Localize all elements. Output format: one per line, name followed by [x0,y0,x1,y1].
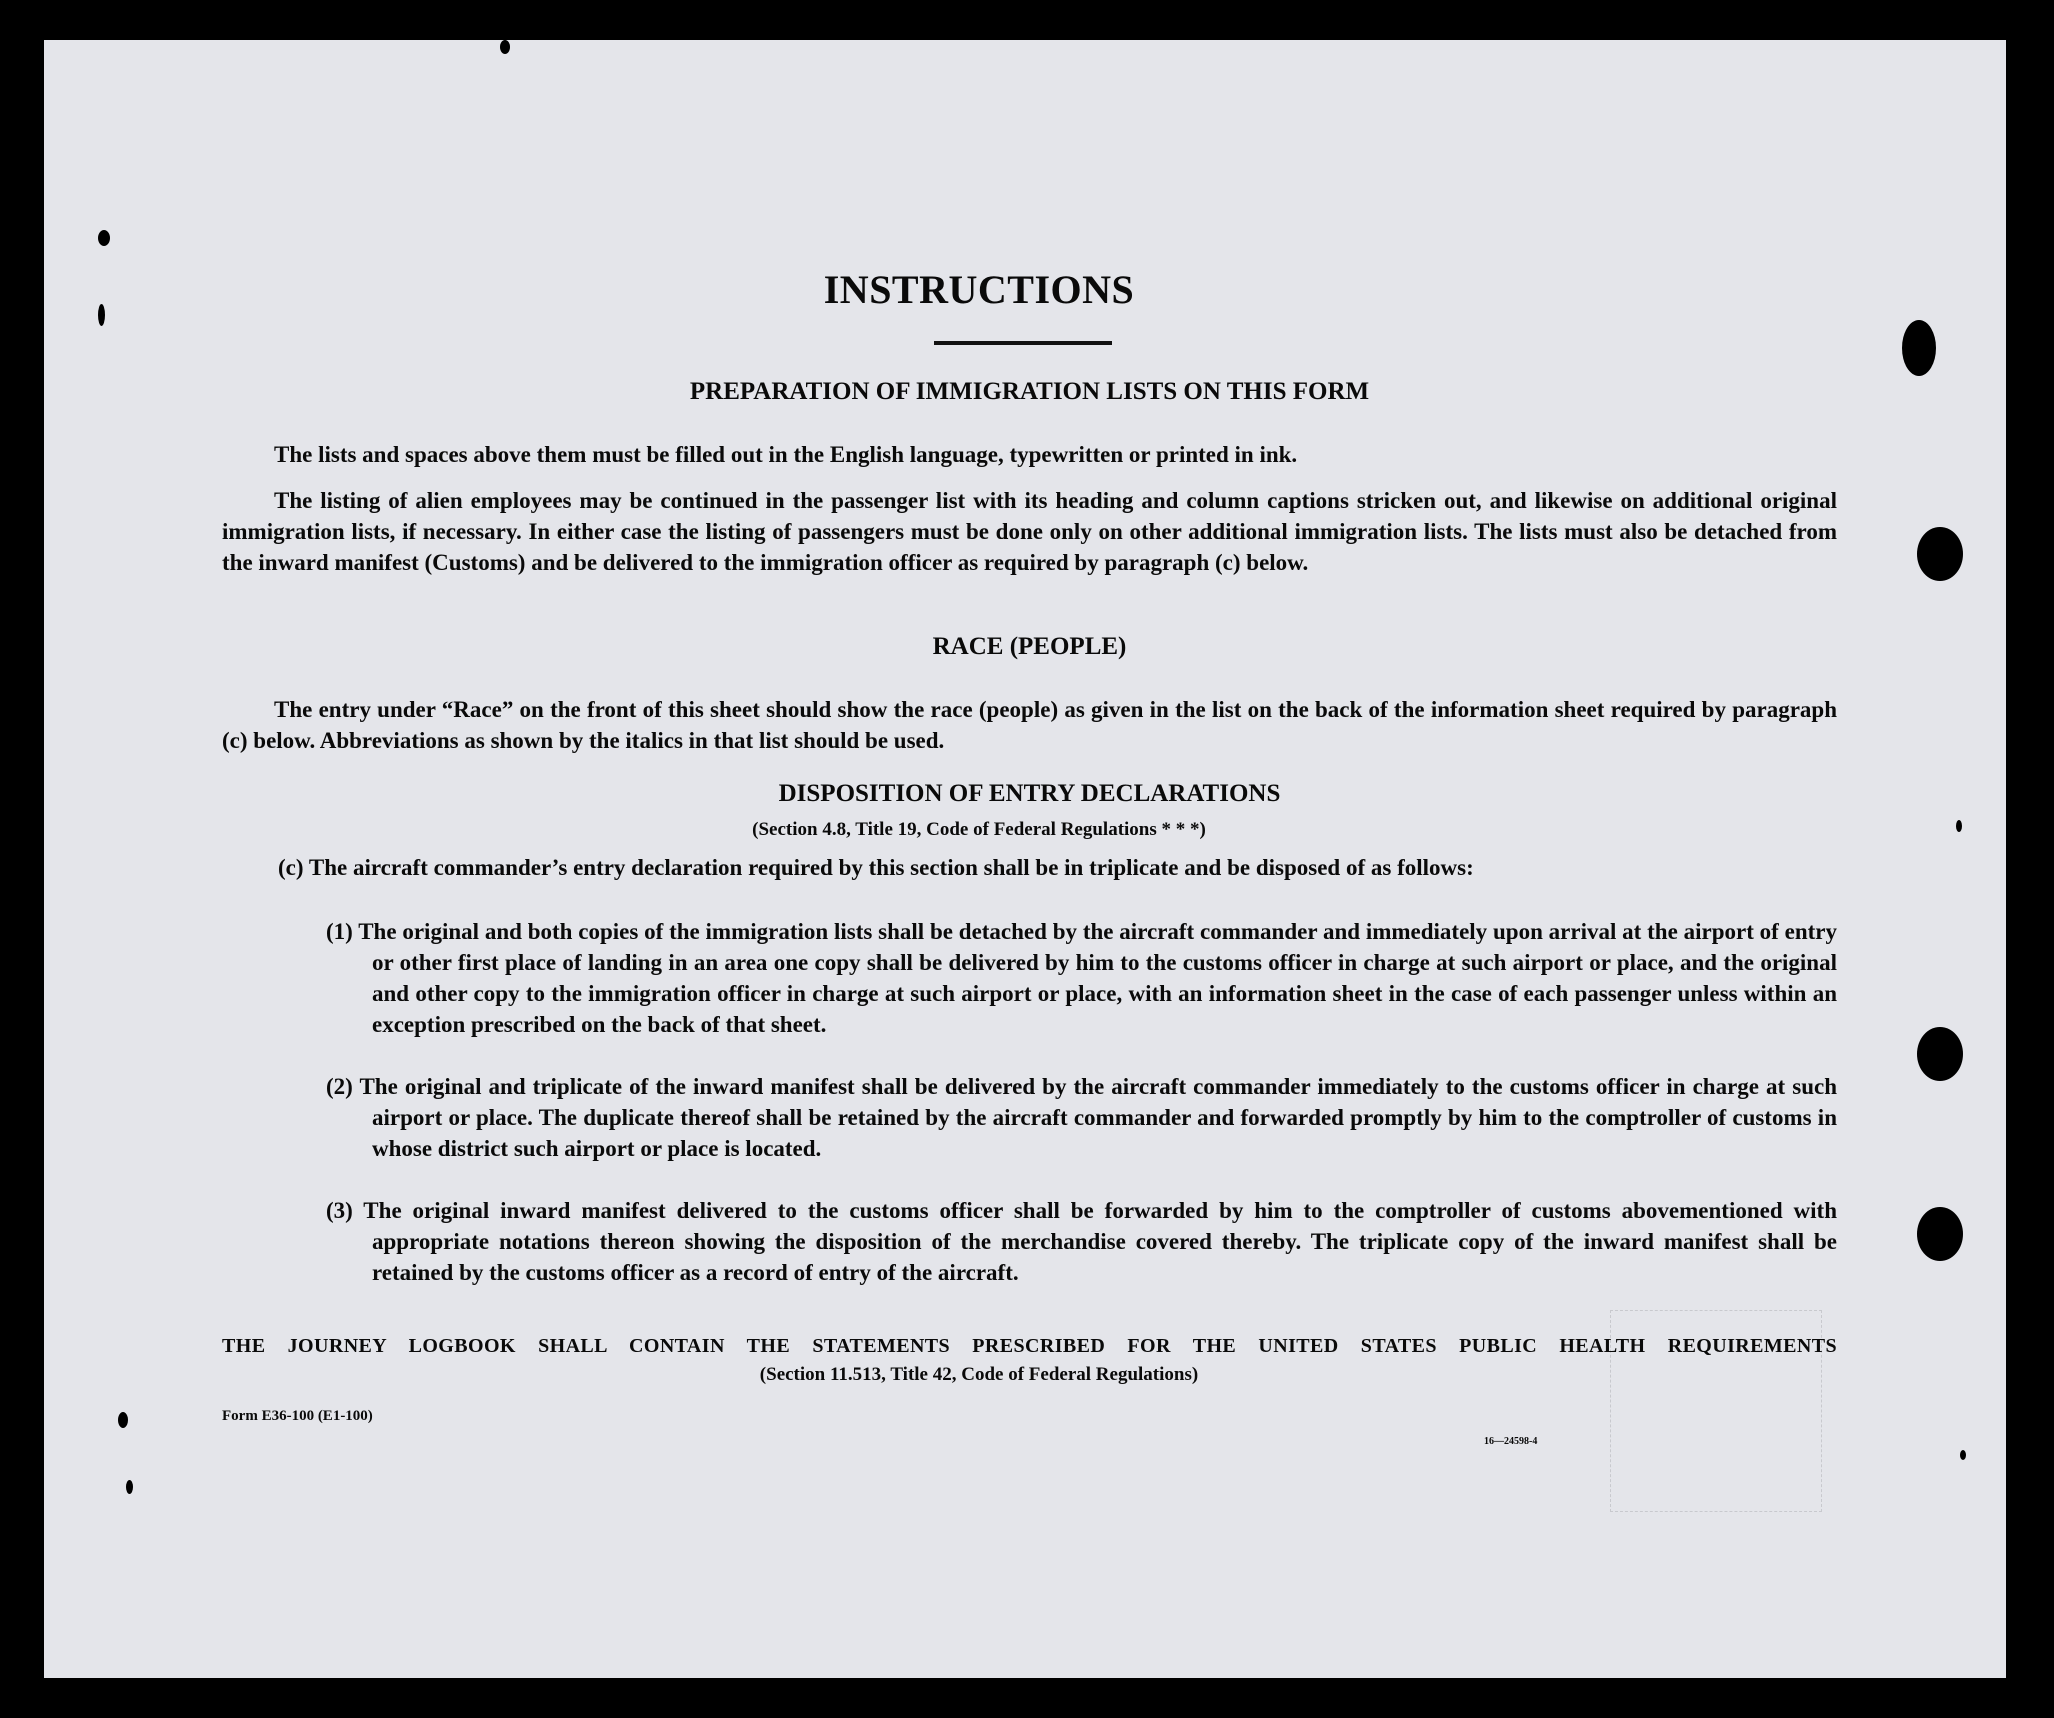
scan-speck [118,1412,128,1428]
scan-speck [98,304,105,326]
document-page [44,40,2006,1678]
public-health-citation: (Section 11.513, Title 42, Code of Federal Regulations) [759,1364,1199,1385]
punch-hole-2 [1917,1027,1963,1081]
disposition-item-2: (2) The original and triplicate of the inward manifest shall be delivered by the aircraft commander immediately to the customs officer in charge at such airport or place. The duplicate thereof shall be retained by the aircraft commander and forwarded promptly by him to the comptroller of customs in whose district such airport or place is located. [326,1074,1837,1161]
preparation-paragraph-2: The listing of alien employees may be continued in the passenger list with its heading and column captions stricken out, and likewise on additional original immigration lists, if necessary. In either case the listing of passengers must be done only on other additional immigration lists. The lists must also be detached from the inward manifest (Customs) and be delivered to the immigration officer as required by paragraph (c) below. [222,488,1837,575]
form-number: Form E36-100 (E1-100) [222,1408,373,1424]
preparation-paragraph-1: The lists and spaces above them must be filled out in the English language, typewritten or printed in ink. [274,442,1298,467]
punch-hole-1 [1917,527,1963,581]
print-code: 16—24598-4 [1484,1436,1538,1447]
page-title: INSTRUCTIONS [823,267,1135,312]
punch-hole-3 [1917,1207,1963,1261]
scan-speck [1956,820,1962,832]
public-health-statement: THE JOURNEY LOGBOOK SHALL CONTAIN THE STATEMENTS PRESCRIBED FOR THE UNITED STATES PUBLIC HEALTH REQUIREMENTS [222,1335,1837,1357]
scan-speck [98,230,110,246]
scan-speck [1902,320,1936,376]
scan-speck [1960,1450,1966,1460]
disposition-item-3: (3) The original inward manifest delivered to the customs officer shall be forwarded by him to the comptroller of customs abovementioned with appropriate notations thereon showing the disposition of the merchandise covered thereby. The triplicate copy of the inward manifest shall be retained by the customs officer as a record of entry of the aircraft. [326,1198,1837,1285]
heading-preparation: PREPARATION OF IMMIGRATION LISTS ON THIS FORM [689,378,1370,405]
heading-race: RACE (PEOPLE) [932,633,1127,660]
scan-speck [500,40,510,54]
disposition-item-1: (1) The original and both copies of the immigration lists shall be detached by the aircraft commander and immediately upon arrival at the airport of entry or other first place of landing in an area one copy shall be delivered by him to the customs officer in charge at such airport or place, and the original and other copy to the immigration officer in charge at such airport or place, with an information sheet in the case of each passenger unless within an exception prescribed on the back of that sheet. [326,919,1837,1037]
title-underline [934,341,1112,345]
disposition-citation: (Section 4.8, Title 19, Code of Federal Regulations * * *) [752,819,1206,840]
scan-speck [126,1480,133,1494]
heading-disposition: DISPOSITION OF ENTRY DECLARATIONS [778,780,1281,807]
disposition-intro: (c) The aircraft commander’s entry declaration required by this section shall be in triplicate and be disposed of as follows: [278,855,1474,880]
race-paragraph: The entry under “Race” on the front of this sheet should show the race (people) as given in the list on the back of the information sheet required by paragraph (c) below. Abbreviations as shown by the italics in that list should be used. [222,697,1837,753]
